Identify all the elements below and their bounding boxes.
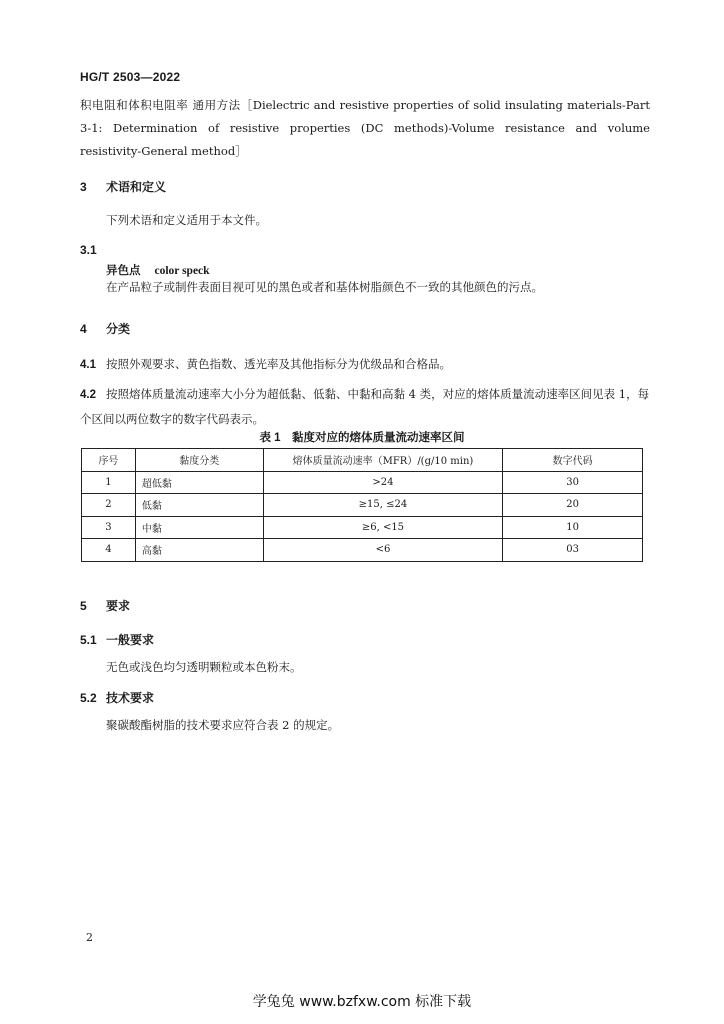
table-cell: 中黏	[135, 516, 263, 539]
section-5-heading	[80, 597, 130, 614]
table-header-cell: 序号	[82, 449, 136, 472]
table-cell: 高黏	[135, 539, 263, 562]
clause-5-2-title: 技术要求	[106, 691, 155, 705]
section-4-number: 4	[80, 322, 87, 336]
table-cell: 30	[503, 471, 643, 494]
table-1	[81, 448, 643, 562]
clause-5-2-text: 聚碳酸酯树脂的技术要求应符合表 2 的规定。	[106, 718, 340, 732]
table-cell: 4	[82, 539, 136, 562]
table-cell: ≥6, <15	[263, 516, 503, 539]
clause-5-2-heading	[80, 689, 154, 706]
clause-5-1-text: 无色或浅色均匀透明颗粒或本色粉末。	[106, 660, 302, 674]
section-3-heading	[80, 178, 166, 195]
table-row	[82, 471, 643, 494]
table-cell: 03	[503, 539, 643, 562]
table-cell: >24	[263, 471, 503, 494]
clause-4-1-number: 4.1	[80, 359, 96, 371]
table-header-cell: 数字代码	[503, 449, 643, 472]
table-cell: ≥15, ≤24	[263, 494, 503, 517]
section-3-number: 3	[80, 180, 87, 194]
clause-5-1-number: 5.1	[80, 633, 97, 647]
table-cell: 2	[82, 494, 136, 517]
clause-4-1	[80, 356, 451, 372]
term-3-1-definition: 在产品粒子或制件表面目视可见的黑色或者和基体树脂颜色不一致的其他颜色的污点。	[106, 280, 543, 294]
table-cell: 低黏	[135, 494, 263, 517]
download-footer-watermark: 学兔兔 www.bzfxw.com 标准下载	[252, 994, 472, 1010]
clause-5-1-heading	[80, 631, 154, 648]
table-header-cell: 黏度分类	[135, 449, 263, 472]
table-row	[82, 516, 643, 539]
clause-4-2	[80, 382, 650, 431]
section-3-intro: 下列术语和定义适用于本文件。	[106, 213, 267, 227]
table-row	[82, 539, 643, 562]
term-3-1-number: 3.1	[80, 243, 97, 257]
section-5-number: 5	[80, 599, 87, 613]
normative-reference-text: 积电阻和体积电阻率 通用方法［Dielectric and resistive properties of solid insulating materials-Part 3-1: Determination of resistive properties (DC methods)-Volume resistance and volume resistivity-General method］	[80, 98, 650, 158]
table-row	[82, 494, 643, 517]
table-cell: 3	[82, 516, 136, 539]
table-header-row	[82, 449, 643, 472]
clause-4-1-text: 按照外观要求、黄色指数、透光率及其他指标分为优级品和合格品。	[106, 357, 451, 371]
table-header-cell: 熔体质量流动速率（MFR）/(g/10 min)	[263, 449, 503, 472]
section-4-title: 分类	[106, 322, 131, 336]
clause-5-2-number: 5.2	[80, 691, 97, 705]
section-4-heading	[80, 320, 130, 337]
table-1-title: 表 1 黏度对应的熔体质量流动速率区间	[259, 432, 465, 444]
section-5-title: 要求	[106, 599, 131, 613]
section-3-title: 术语和定义	[106, 180, 167, 194]
table-cell: 10	[503, 516, 643, 539]
table-cell: <6	[263, 539, 503, 562]
clause-5-1-title: 一般要求	[106, 633, 155, 647]
page-number: 2	[86, 931, 93, 944]
table-cell: 20	[503, 494, 643, 517]
clause-4-2-text: 按照熔体质量流动速率大小分为超低黏、低黏、中黏和高黏 4 类，对应的熔体质量流动速率区间见表 1，每个区间以两位数字的数字代码表示。	[80, 387, 650, 426]
table-cell: 超低黏	[135, 471, 263, 494]
document-code-header: HG/T 2503—2022	[80, 70, 181, 84]
term-en: color speck	[154, 265, 210, 277]
clause-4-2-number: 4.2	[80, 389, 96, 401]
table-cell: 1	[82, 471, 136, 494]
term-cn: 异色点	[106, 263, 141, 277]
